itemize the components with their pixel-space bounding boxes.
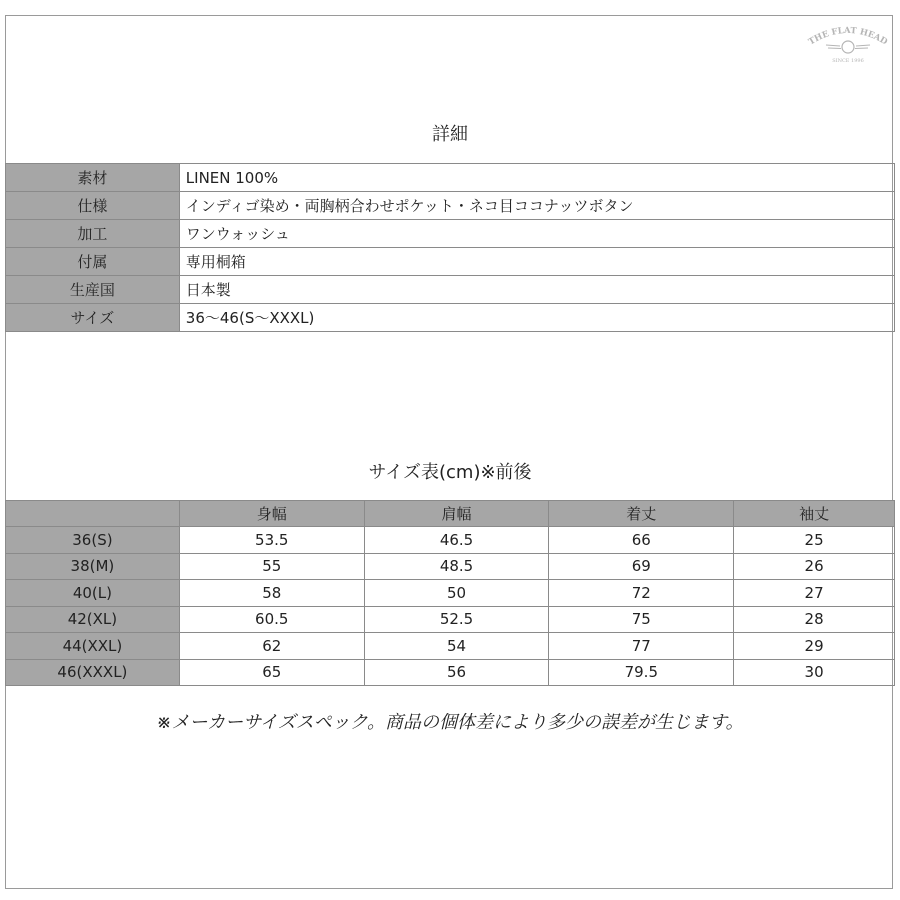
details-row [6, 220, 895, 248]
page-frame [5, 15, 893, 889]
brand-logo [806, 20, 890, 66]
details-table [5, 163, 895, 332]
size-value-cell: 52.5 [364, 606, 549, 633]
size-header-cell: 袖丈 [734, 501, 895, 527]
size-row-label: 40(L) [6, 580, 180, 607]
size-value-cell: 65 [179, 659, 364, 686]
size-row [6, 580, 895, 607]
size-value-cell: 55 [179, 553, 364, 580]
size-value-cell: 72 [549, 580, 734, 607]
size-value-cell: 62 [179, 633, 364, 660]
size-value-cell: 29 [734, 633, 895, 660]
details-label: 仕様 [6, 192, 180, 220]
size-value-cell: 79.5 [549, 659, 734, 686]
details-value: ワンウォッシュ [179, 220, 894, 248]
size-row [6, 606, 895, 633]
details-row [6, 304, 895, 332]
size-value-cell: 30 [734, 659, 895, 686]
size-value-cell: 54 [364, 633, 549, 660]
size-row-label: 44(XXL) [6, 633, 180, 660]
size-table [5, 500, 895, 686]
size-value-cell: 26 [734, 553, 895, 580]
size-row-label: 42(XL) [6, 606, 180, 633]
size-value-cell: 27 [734, 580, 895, 607]
details-value: インディゴ染め・両胸柄合わせポケット・ネコ目ココナッツボタン [179, 192, 894, 220]
size-row-label: 38(M) [6, 553, 180, 580]
size-value-cell: 28 [734, 606, 895, 633]
disclaimer-note: ※メーカーサイズスペック。商品の個体差により多少の誤差が生じます。 [156, 712, 744, 733]
details-row [6, 192, 895, 220]
details-value: 専用桐箱 [179, 248, 894, 276]
details-value: 36〜46(S〜XXXL) [179, 304, 894, 332]
details-label: 生産国 [6, 276, 180, 304]
size-value-cell: 46.5 [364, 527, 549, 554]
details-label: 付属 [6, 248, 180, 276]
size-row [6, 553, 895, 580]
details-row [6, 164, 895, 192]
size-header-cell: 身幅 [179, 501, 364, 527]
size-value-cell: 53.5 [179, 527, 364, 554]
details-label: 加工 [6, 220, 180, 248]
svg-text:THE FLAT HEAD [807, 26, 890, 48]
size-value-cell: 75 [549, 606, 734, 633]
size-value-cell: 69 [549, 553, 734, 580]
logo-top-text: THE FLAT HEAD [806, 25, 890, 48]
size-value-cell: 48.5 [364, 553, 549, 580]
size-value-cell: 56 [364, 659, 549, 686]
details-title: 詳細 [432, 124, 468, 145]
size-table-title: サイズ表(cm)※前後 [368, 462, 532, 483]
size-value-cell: 60.5 [179, 606, 364, 633]
size-header-cell: 肩幅 [364, 501, 549, 527]
logo-bottom-text: SINCE 1996 [832, 58, 864, 64]
details-label: 素材 [6, 164, 180, 192]
size-header-cell: 着丈 [549, 501, 734, 527]
details-value: LINEN 100% [179, 164, 894, 192]
details-label: サイズ [6, 304, 180, 332]
size-row [6, 527, 895, 554]
size-value-cell: 58 [179, 580, 364, 607]
size-row [6, 659, 895, 686]
size-header-cell [6, 501, 180, 527]
size-row-label: 46(XXXL) [6, 659, 180, 686]
size-value-cell: 25 [734, 527, 895, 554]
details-value: 日本製 [179, 276, 894, 304]
details-row [6, 276, 895, 304]
size-row [6, 633, 895, 660]
size-value-cell: 50 [364, 580, 549, 607]
size-value-cell: 66 [549, 527, 734, 554]
details-row [6, 248, 895, 276]
size-value-cell: 77 [549, 633, 734, 660]
size-row-label: 36(S) [6, 527, 180, 554]
